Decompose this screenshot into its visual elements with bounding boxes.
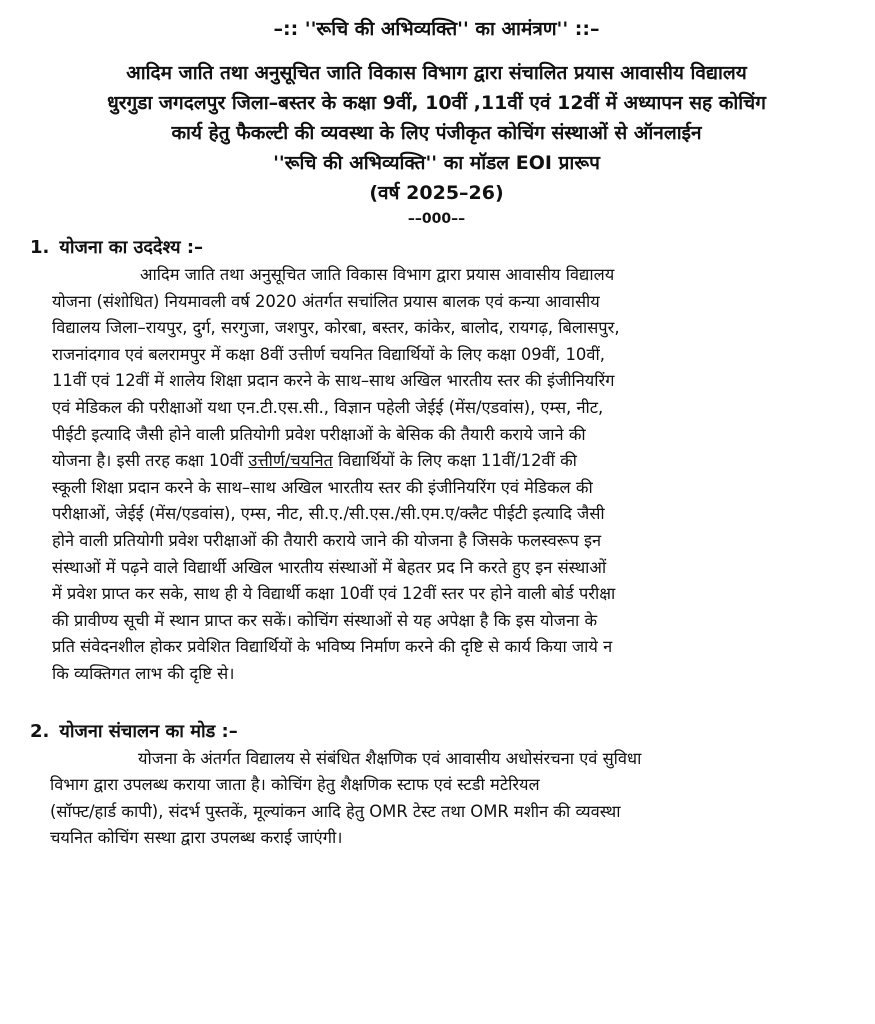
header-line: ''रूचि की अभिव्यक्ति'' का मॉडल EOI प्रारूप xyxy=(273,152,600,174)
document-title: –:: ''रूचि की अभिव्यक्ति'' का आमंत्रण'' ::– xyxy=(273,18,600,40)
paragraph-line: की प्रावीण्य सूची में स्थान प्राप्त कर सकें। कोचिंग संस्थाओं से यह अपेक्षा है कि इस योजना के xyxy=(52,610,598,630)
paragraph-line: में प्रवेश प्राप्त कर सके, साथ ही ये विद्यार्थी कक्षा 10वीं एवं 12वीं स्तर पर होने वाली बोर्ड परीक्षा xyxy=(52,584,616,604)
paragraph-line: होने वाली प्रतियोगी प्रवेश परीक्षाओं की तैयारी कराये जाने की योजना है जिसके फलस्वरूप इन xyxy=(52,530,602,550)
section-2-body xyxy=(50,746,843,852)
paragraph-line: आदिम जाति तथा अनुसूचित जाति विकास विभाग द्वारा प्रयास आवासीय विद्यालय xyxy=(140,265,615,284)
paragraph-line: विभाग द्वारा उपलब्ध कराया जाता है। कोचिंग हेतु शैक्षणिक स्टाफ एवं स्टडी मटेरियल xyxy=(50,775,540,795)
line-text: योजना है। इसी तरह कक्षा 10वीं xyxy=(52,451,249,471)
line-text: विद्यार्थियों के लिए कक्षा 11वीं/12वीं की xyxy=(332,451,577,471)
header-line: आदिम जाति तथा अनुसूचित जाति विकास विभाग द्वारा संचालित प्रयास आवासीय विद्यालय xyxy=(126,62,747,84)
paragraph-line: चयनित कोचिंग सस्था द्वारा उपलब्ध कराई जाएंगी। xyxy=(50,828,343,848)
document-header xyxy=(30,58,843,230)
paragraph-line: स्कूली शिक्षा प्रदान करने के साथ–साथ अखिल भारतीय स्तर की इंजीनियरिंग एवं मेडिकल की xyxy=(52,477,593,497)
paragraph-line: योजना (संशोधित) नियमावली वर्ष 2020 अंतर्गत सचांलित प्रयास बालक एवं कन्या आवासीय xyxy=(52,291,600,311)
paragraph-line: 11वीं एवं 12वीं में शालेय शिक्षा प्रदान करने के साथ–साथ अखिल भारतीय स्तर की इंजीनियरिंग xyxy=(52,371,615,391)
section-2-heading xyxy=(30,718,843,746)
section-title: योजना का उददेश्य :– xyxy=(59,237,204,258)
paragraph-line: कि व्यक्तिगत लाभ की दृष्टि से। xyxy=(52,663,235,683)
section-title: योजना संचालन का मोड :– xyxy=(59,720,238,742)
section-1-body xyxy=(52,262,843,688)
header-separator: ––000–– xyxy=(407,211,466,227)
section-gap xyxy=(30,688,843,718)
underlined-text: उत्तीर्ण/चयनित xyxy=(248,451,333,471)
paragraph-line: योजना के अंतर्गत विद्यालय से संबंधित शैक्षणिक एवं आवासीय अधोसंरचना एवं सुविधा xyxy=(138,748,642,768)
section-1-heading xyxy=(30,234,843,262)
paragraph-line: परीक्षाओं, जेईई (मेंस/एडवांस), एम्स, नीट, सी.ए./सी.एस./सी.एम.ए/क्लैट पीईटी इत्यादि जैसी xyxy=(52,504,605,524)
paragraph-line: प्रति संवेदनशील होकर प्रवेशित विद्यार्थियों के भविष्य निर्माण करने की दृष्टि से कार्य किया जाये न xyxy=(52,637,613,657)
section-number: 2. xyxy=(30,720,50,742)
paragraph-line: राजनांदगाव एवं बलरामपुर में कक्षा 8वीं उत्तीर्ण चयनित विद्यार्थियों के लिए कक्षा 09वीं, 10वीं, xyxy=(52,344,605,364)
paragraph-line: एवं मेडिकल की परीक्षाओं यथा एन.टी.एस.सी., विज्ञान पहेली जेईई (मेंस/एडवांस), एम्स, नीट, xyxy=(52,397,604,417)
paragraph-line: संस्थाओं में पढ़ने वाले विद्यार्थी अखिल भारतीय संस्थाओं में बेहतर प्रद नि करते हुए इन संस्थाओं xyxy=(52,557,607,577)
header-year: (वर्ष 2025–26) xyxy=(369,182,504,204)
paragraph-line xyxy=(52,448,843,475)
section-number: 1. xyxy=(30,237,50,258)
header-line: धुरगुडा जगदलपुर जिला–बस्तर के कक्षा 9वीं, 10वीं ,11वीं एवं 12वीं में अध्यापन सह कोचिंग xyxy=(107,92,766,114)
paragraph-line: (सॉफ्ट/हार्ड कापी), संदर्भ पुस्तकें, मूल्यांकन आदि हेतु OMR टेस्ट तथा OMR मशीन की व्यवस्था xyxy=(50,801,621,821)
paragraph-line: पीईटी इत्यादि जैसी होने वाली प्रतियोगी प्रवेश परीक्षाओं के बेसिक की तैयारी कराये जाने की xyxy=(52,424,586,444)
header-line: कार्य हेतु फैकल्टी की व्यवस्था के लिए पंजीकृत कोचिंग संस्थाओं से ऑनलाईन xyxy=(171,122,702,144)
paragraph-line: विद्यालय जिला–रायपुर, दुर्ग, सरगुजा, जशपुर, कोरबा, बस्तर, कांकेर, बालोद, रायगढ़, बिलासपुर, xyxy=(52,318,620,338)
